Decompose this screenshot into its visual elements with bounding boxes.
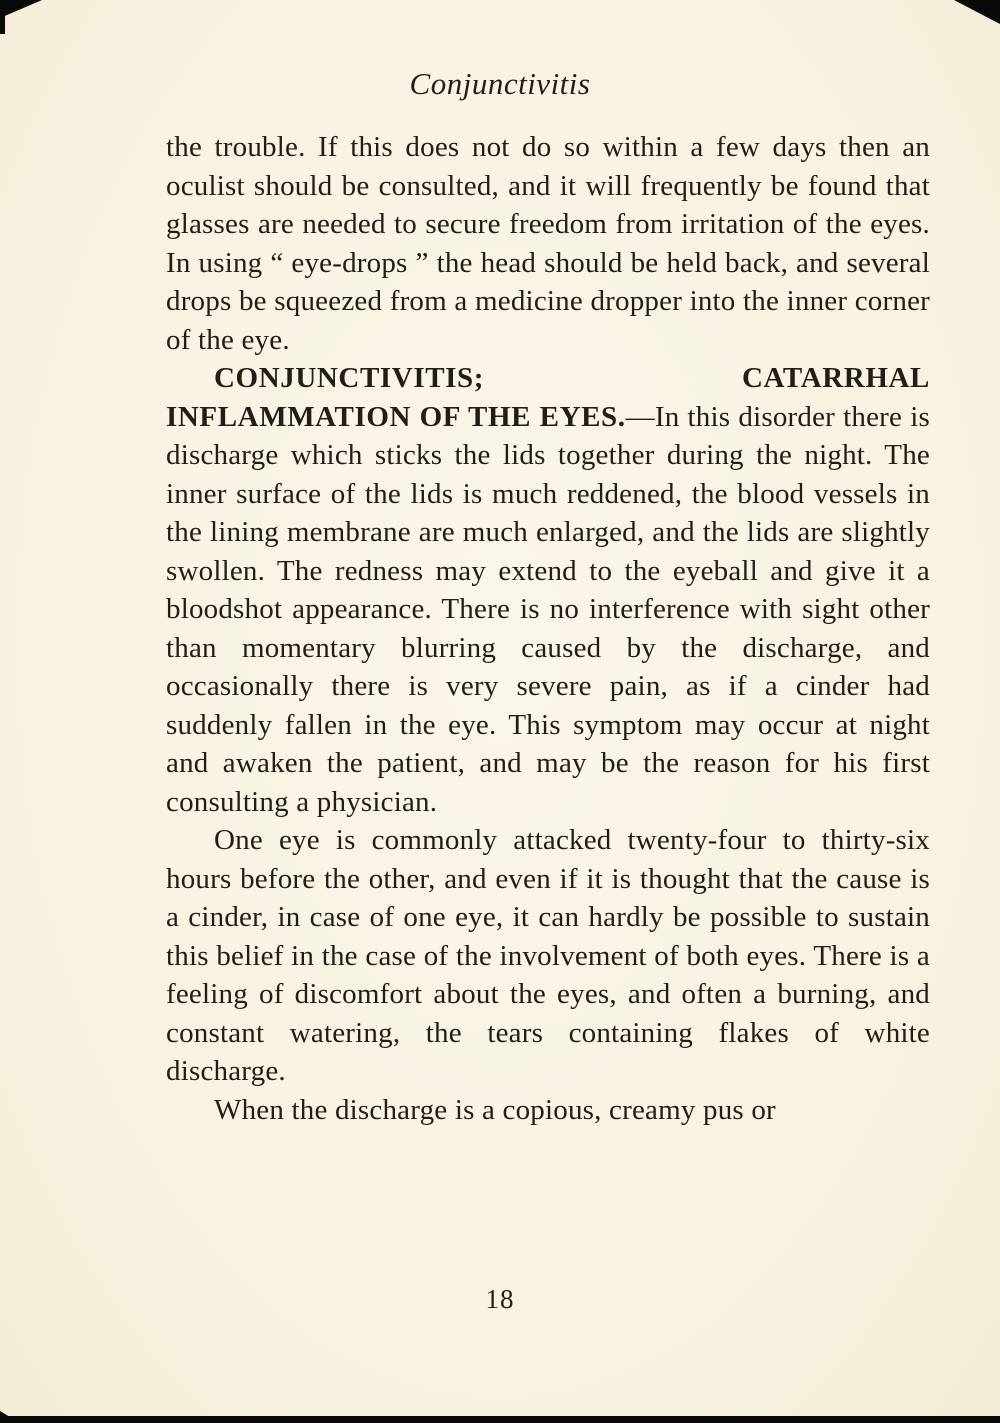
scan-artifact-top-right <box>954 0 1000 24</box>
scan-artifact-top-left <box>0 0 42 18</box>
run-in-heading: CONJUNCTIVITIS; CATARRHAL INFLAMMATION OF THE EYES. <box>166 362 930 433</box>
paragraph: When the discharge is a copious, creamy pus or <box>214 1093 776 1126</box>
paragraph: the trouble. If this does not do so within a few days then an oculist should be consulted, and it will frequently be found that glasses are needed to secure freedom from irritation of the eyes. In using “ eye-drops ” the head should be held back, and several drops be squeezed from a medicine dropper into the inner corner of the eye. <box>166 131 930 356</box>
page-number: 18 <box>485 1284 515 1314</box>
scan-artifact-left-edge <box>0 0 5 34</box>
paragraph: One eye is commonly attacked twenty-four to thirty-six hours before the other, and even if it is thought that the cause is a cinder, in case of one eye, it can hardly be possible to sustain this belief in the case of the involvement of both eyes. There is a feeling of discomfort about the eyes, and often a burning, and constant watering, the tears containing flakes of white discharge. <box>166 824 930 1087</box>
running-head: Conjunctivitis <box>409 66 591 101</box>
body-text <box>166 128 930 1129</box>
paragraph: CONJUNCTIVITIS; CATARRHAL INFLAMMATION OF THE EYES.—In this disorder there is discharge which sticks the lids together during the night. The inner surface of the lids is much reddened, the blood vessels in the lining membrane are much enlarged, and the lids are slightly swollen. The redness may extend to the eyeball and give it a bloodshot appearance. There is no interference with sight other than momentary blurring caused by the discharge, and occasionally there is very severe pain, as if a cinder had suddenly fallen in the eye. This symptom may occur at night and awaken the patient, and may be the reason for his first consulting a physician. <box>166 362 930 818</box>
scan-artifact-bottom-edge <box>0 1416 1000 1423</box>
